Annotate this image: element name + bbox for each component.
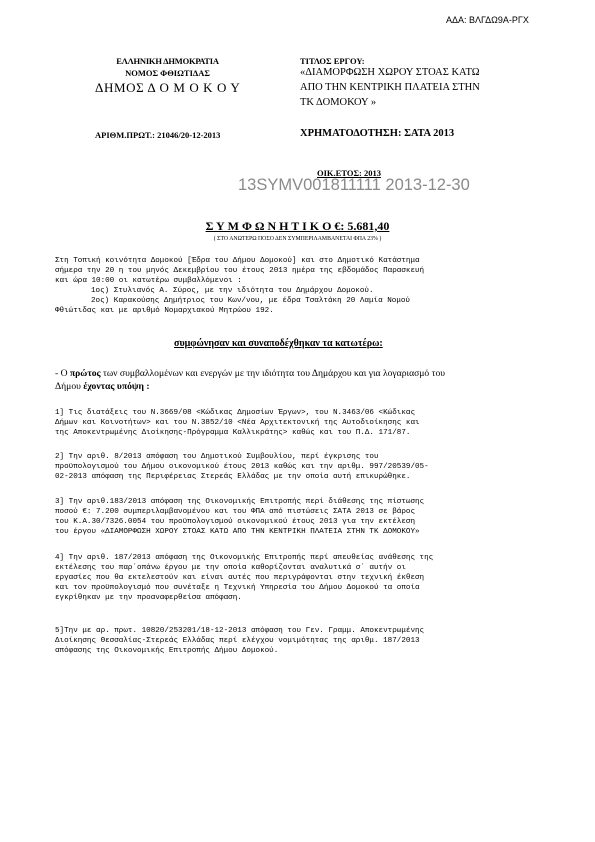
agreed-text: συμφώνησαν και συναποδέχθηκαν τα κατωτέρω <box>174 338 380 349</box>
item-5 <box>55 626 541 656</box>
item-line: 5]Την με αρ. πρωτ. 10820/253201/18-12-2013 απόφαση του Γεν. Γραμμ. Αποκεντρωμένης <box>55 627 425 635</box>
item-line: ποσού €: 7.200 συμπεριλαμβανομένου και του ΦΠΑ από πιστώσεις ΣΑΤΑ 2013 σε βάρος <box>55 508 416 516</box>
party-2-cont: Φθιώτιδας και με αριθμό Νομαρχιακού Μητρώου 192. <box>55 307 274 315</box>
header-municipality: ΔΗΜΟΣ Δ Ο Μ Ο Κ Ο Υ <box>95 80 241 95</box>
item-4 <box>55 553 541 603</box>
item-line: και τον προϋπολογισμό που συνέταξε η Τεχνική Υπηρεσία του Δήμου Δομοκού τα οποία <box>55 584 420 592</box>
party-1: 1ος) Στυλιανός Α. Σύρος, με την ιδιότητα του Δημάρχου Δομοκού. <box>91 287 374 295</box>
considering-label: έχοντας υπόψη : <box>83 381 150 392</box>
item-line: απόφασης της Οικονομικής Επιτροπής Δήμου Δομοκού. <box>55 647 279 655</box>
item-line: 1] Τις διατάξεις του Ν.3669/08 <Κώδικας Δημοσίων Έργων>, του Ν.3463/06 <Κώδικας <box>55 409 416 417</box>
first-rest: των συμβαλλομένων και ενεργών με την ιδιότητα του Δημάρχου και για λογαριασμό του <box>100 368 446 379</box>
item-line: Δήμων και Κοινοτήτων> και του Ν.3852/10 <Νέα Αρχιτεκτονική της Αυτοδιοίκησης και <box>55 419 420 427</box>
header-country: ΕΛΛΗΝΙΚΗ ΔΗΜΟΚΡΑΤΙΑ <box>116 56 219 66</box>
intro-line: Στη Τοπική κοινότητα Δομοκού [Έδρα του Δήμου Δομοκού] και στο Δημοτικό Κατάστημα <box>55 257 420 265</box>
intro-line: και ώρα 10:00 οι κατωτέρω συμβαλλόμενοι : <box>55 277 242 285</box>
protocol-number: ΑΡΙΘΜ.ΠΡΩΤ.: 21046/20-12-2013 <box>95 130 221 140</box>
item-line: 4] Την αριθ. 187/2013 απόφαση της Οικονομικής Επιτροπής περί απευθείας ανάθεσης της <box>55 554 434 562</box>
first-prefix: - Ο <box>55 368 70 379</box>
contract-subtitle: ( ΣΤΟ ΑΝΩΤΕΡΩ ΠΟΣΟ ΔΕΝ ΣΥΜΠΕΡΙΛΑΜΒΑΝΕΤΑΙ ΦΠΑ 23% ) <box>213 236 382 242</box>
item-line: του έργου «ΔΙΑΜΟΡΦΩΣΗ ΧΩΡΟΥ ΣΤΟΑΣ ΚΑΤΩ ΑΠΟ ΤΗΝ ΚΕΝΤΡΙΚΗ ΠΛΑΤΕΙΑ ΣΤΗΝ ΤΚ ΔΟΜΟΚΟΥ» <box>55 528 420 536</box>
agreed-heading: συμφώνησαν και συναποδέχθηκαν τα κατωτέρω: <box>174 338 383 349</box>
fiscal-year: ΟΙΚ.ΕΤΟΣ: 2013 <box>317 168 381 178</box>
item-line: εγκρίθηκαν με την προαναφερθείσα απόφαση. <box>55 594 242 602</box>
first-party-line2 <box>55 381 150 392</box>
funding-source: ΧΡΗΜΑΤΟΔΟΤΗΣΗ: ΣΑΤΑ 2013 <box>300 128 455 139</box>
intro-line: σήμερα την 20 η του μηνός Δεκεμβρίου του έτους 2013 ημέρα της εβδομάδος Παρασκευή <box>55 267 425 275</box>
item-line: 3] Την αριθ.183/2013 απόφαση της Οικονομικής Επιτροπής περί διάθεσης της πίστωσης <box>55 498 425 506</box>
item-line: 02-2013 απόφαση της Περιφέρειας Στερεάς Ελλάδας με την οποία αυτή επικυρώθηκε. <box>55 473 411 481</box>
item-line: του Κ.Α.30/7326.0054 του προϋπολογισμού οικονομικού έτους 2013 για την εκτέλεση <box>55 518 416 526</box>
item-line: εργασίες που θα εκτελεστούν και είναι αυτές που περιγράφονται στην τεχνική έκθεση <box>55 574 425 582</box>
header-prefecture: ΝΟΜΟΣ ΦΘΙΩΤΙΔΑΣ <box>125 68 210 78</box>
item-2 <box>55 452 541 482</box>
intro-paragraph <box>55 256 541 316</box>
item-line: της Αποκεντρωμένης Διοίκησης-Πρόγραμμα Καλλικράτης> καθώς και του Π.Δ. 171/87. <box>55 429 411 437</box>
contract-title: Σ Υ Μ Φ Ω Ν Η Τ Ι Κ Ο €: 5.681,40 <box>205 219 390 233</box>
item-line: εκτέλεσης του παρ΄οπάνω έργου με την οποία καθορίζονται αναλυτικά σ΄ αυτήν οι <box>55 564 406 572</box>
project-title-line1: «ΔΙΑΜΟΡΦΩΣΗ ΧΩΡΟΥ ΣΤΟΑΣ ΚΑΤΩ <box>300 67 480 78</box>
item-line: προϋπολογισμού του Δήμου οικονομικού έτους 2013 καθώς και την αριθμ. 997/20539/05- <box>55 463 429 471</box>
second-prefix: Δήμου <box>55 381 84 392</box>
project-title-line2: ΑΠΟ ΤΗΝ ΚΕΝΤΡΙΚΗ ΠΛΑΤΕΙΑ ΣΤΗΝ <box>300 82 480 93</box>
party-2: 2ος) Καρακούσης Δημήτριος του Κων/νου, με έδρα Τσαλτάκη 20 Λαμία Νομού <box>91 297 410 305</box>
item-1 <box>55 408 541 438</box>
registry-stamp-code: 13SYMV001811111 2013-12-30 <box>238 176 470 194</box>
item-line: Διοίκησης Θεσσαλίας-Στερεάς Ελλάδας περί ελέγχου νομιμότητας της αριθμ. 187/2013 <box>55 637 420 645</box>
item-3 <box>55 497 541 537</box>
project-title-line3: ΤΚ ΔΟΜΟΚΟΥ » <box>300 97 377 108</box>
item-line: 2] Την αριθ. 8/2013 απόφαση του Δημοτικού Συμβουλίου, περί έγκρισης του <box>55 453 379 461</box>
first-party-line1 <box>55 368 445 379</box>
first-bold: πρώτος <box>69 368 101 379</box>
ada-code: ΑΔΑ: ΒΛΓΔΩ9Α-ΡΓΧ <box>446 15 529 25</box>
project-title-label: ΤΙΤΛΟΣ ΕΡΓΟΥ: <box>300 56 365 66</box>
